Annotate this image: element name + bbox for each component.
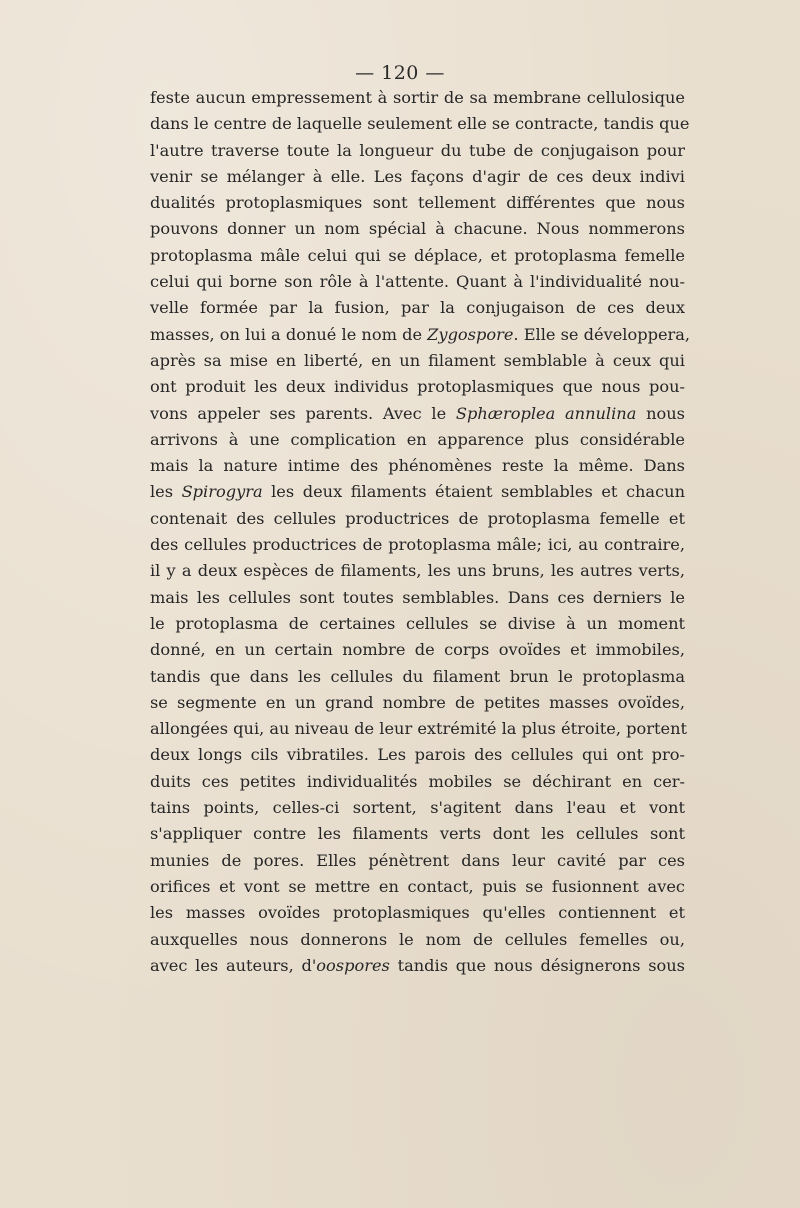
text-line: mais les cellules sont toutes semblables. Dans ces derniers le [150, 587, 685, 607]
text-line: vons appeler ses parents. Avec le Sphæroplea annulina nous [150, 403, 685, 423]
text-line: se segmente en un grand nombre de petites masses ovoïdes, [150, 692, 685, 712]
text-line: dualités protoplasmiques sont tellement différentes que nous [150, 193, 685, 213]
text-line: tandis que dans les cellules du filament brun le protoplasma [150, 666, 685, 686]
text-line: l'autre traverse toute la longueur du tube de conjugaison pour [150, 140, 685, 160]
text-line: arrivons à une complication en apparence plus considérable [150, 429, 685, 449]
text-line: duits ces petites individualités mobiles se déchirant en cer- [150, 771, 685, 791]
text-line: ont produit les deux individus protoplasmiques que nous pou- [150, 377, 685, 397]
text-line: auxquelles nous donnerons le nom de cellules femelles ou, [150, 929, 685, 949]
text-line: tains points, celles-ci sortent, s'agitent dans l'eau et vont [150, 798, 685, 818]
text-line: venir se mélanger à elle. Les façons d'agir de ces deux indivi [150, 166, 685, 186]
text-line: contenait des cellules productrices de protoplasma femelle et [150, 508, 685, 528]
body-text [150, 85, 691, 979]
text-line: allongées qui, au niveau de leur extrémité la plus étroite, portent [150, 719, 687, 739]
text-line: velle formée par la fusion, par la conjugaison de ces deux [150, 298, 685, 318]
text-line: les Spirogyra les deux filaments étaient semblables et chacun [150, 482, 685, 502]
text-line: les masses ovoïdes protoplasmiques qu'elles contiennent et [150, 903, 685, 923]
text-line: le protoplasma de certaines cellules se divise à un moment [150, 613, 685, 633]
page-number: — 120 — [355, 62, 445, 84]
text-line: pouvons donner un nom spécial à chacune. Nous nommerons [150, 219, 685, 239]
text-line: après sa mise en liberté, en un filament semblable à ceux qui [150, 350, 685, 370]
text-line: deux longs cils vibratiles. Les parois des cellules qui ont pro- [150, 745, 685, 765]
text-line: dans le centre de laquelle seulement elle se contracte, tandis que [150, 114, 690, 134]
text-line: masses, on lui a donué le nom de Zygospore. Elle se développera, [150, 324, 691, 344]
text-line: mais la nature intime des phénomènes reste la même. Dans [150, 456, 685, 476]
text-line: feste aucun empressement à sortir de sa membrane cellulosique [150, 88, 685, 107]
text-line: protoplasma mâle celui qui se déplace, et protoplasma femelle [150, 245, 685, 265]
text-line: s'appliquer contre les filaments verts dont les cellules sont [150, 824, 685, 844]
text-line: avec les auteurs, d'oospores tandis que nous désignerons sous [150, 955, 685, 975]
text-line: orifices et vont se mettre en contact, puis se fusionnent avec [150, 876, 685, 896]
text-line: des cellules productrices de protoplasma mâle; ici, au contraire, [150, 535, 685, 555]
text-line: donné, en un certain nombre de corps ovoïdes et immobiles, [150, 640, 685, 660]
text-line: il y a deux espèces de filaments, les uns bruns, les autres verts, [150, 561, 685, 581]
text-line: celui qui borne son rôle à l'attente. Quant à l'individualité nou- [150, 272, 685, 292]
text-line: munies de pores. Elles pénètrent dans leur cavité par ces [150, 850, 685, 870]
